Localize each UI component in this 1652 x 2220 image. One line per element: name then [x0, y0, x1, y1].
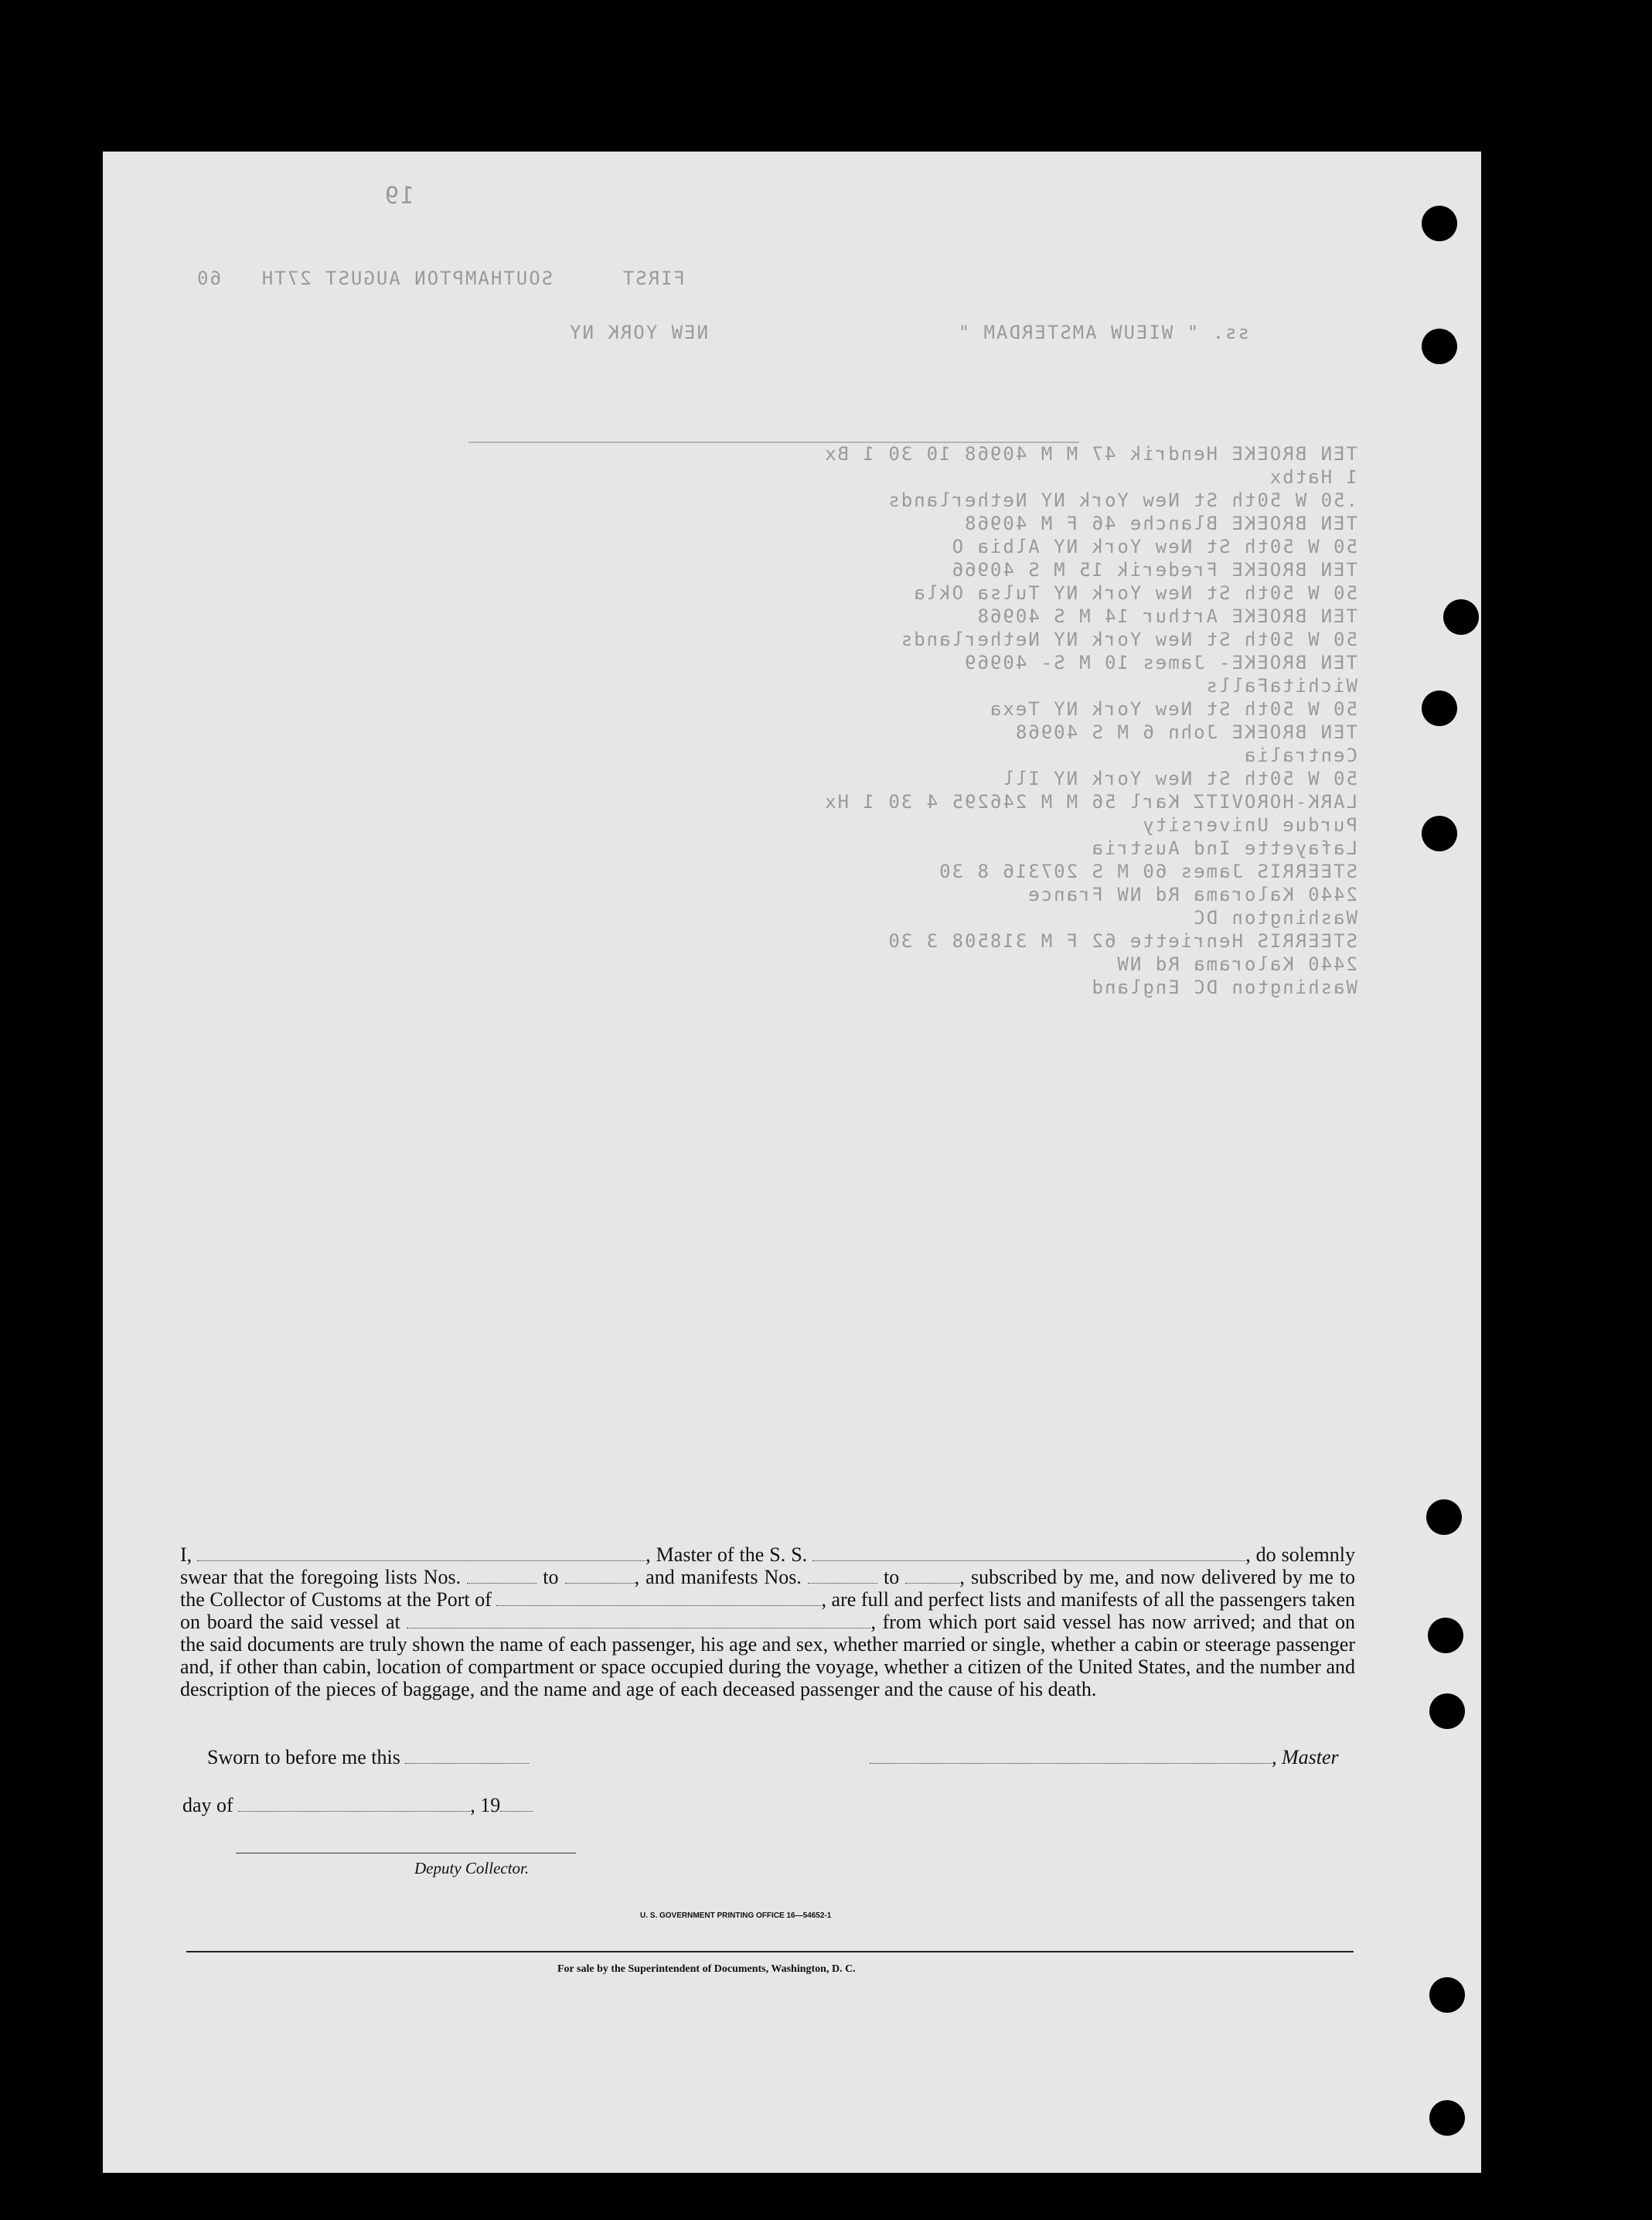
bleed-through-text — [103, 152, 1481, 2173]
binder-hole — [1428, 1618, 1463, 1653]
binder-hole — [1429, 2100, 1465, 2136]
for-sale-line: For sale by the Superintendent of Documents, Washington, D. C. — [557, 1963, 856, 1975]
bleed-passenger-line: 2440 Kalorama Rd NW France — [1027, 884, 1357, 905]
bleed-list-number: 60 — [196, 268, 221, 289]
lists-from-blank — [467, 1569, 536, 1584]
bleed-passenger-line: Centralia — [1242, 745, 1357, 766]
bleed-passenger-line: STEERRIS Henriette 62 F M 318508 3 30 — [887, 930, 1357, 952]
master-name-blank — [197, 1546, 645, 1561]
day-of-line — [182, 1794, 533, 1817]
bleed-passenger-line: TEN BROEKE- James 10 M S- 40969 — [963, 652, 1357, 674]
printing-office-line: U. S. GOVERNMENT PRINTING OFFICE 16—54652-1 — [640, 1911, 832, 1920]
bleed-passenger-line: 50 W 50th St New York NY Tulsa Okla — [912, 582, 1357, 604]
oath-text-8: , are full and perfect lists and manifests of all the passengers taken on board the said vessel at — [180, 1588, 1356, 1633]
oath-text-6: to — [884, 1566, 900, 1588]
oath-text-9: , from which port said vessel has now arrived; and that on the said documents are truly shown the name of each passenger, his age and sex, whether married or single, whether a cabin or steerage passenger and, if other than cabin, location of compartment or space occupied during the voyage, whether a citizen of the United States, and the number and description of the pieces of baggage, and the name and age of each deceased passenger and the cause of his death. — [180, 1611, 1355, 1700]
bleed-passenger-line: Washington DC — [1192, 907, 1357, 929]
master-label: , Master — [1272, 1746, 1339, 1768]
oath-text-5: , and manifests Nos. — [634, 1566, 802, 1588]
sworn-label: Sworn to before me this — [207, 1746, 400, 1768]
oath-text-1: I, — [180, 1543, 192, 1566]
oath-text-4: to — [543, 1566, 559, 1588]
sworn-line — [207, 1746, 529, 1769]
year-blank — [500, 1797, 533, 1812]
oath-text-7: , subscribed by me, and now delivered by me to the Collector of Customs at the Port of — [180, 1566, 1356, 1611]
bleed-passenger-line: 2440 Kalorama Rd NW — [1116, 953, 1357, 975]
bleed-page-number: 19 — [383, 182, 414, 210]
bleed-passenger-line: Washington DC England — [1090, 977, 1357, 998]
ship-name-blank — [812, 1546, 1245, 1561]
sworn-date-blank — [405, 1749, 529, 1764]
bleed-passenger-line: TEN BROEKE Arthur 14 M S 40968 — [976, 605, 1357, 627]
bleed-ship-name: ss. " WIEUW AMSTERDAM " — [956, 322, 1249, 343]
bleed-passenger-line: 50 W 50th St New York NY Albia O — [950, 536, 1357, 558]
binder-hole — [1443, 599, 1479, 635]
bleed-passenger-line: TEN BROEKE Frederik 15 M S 40966 — [950, 559, 1357, 581]
bleed-passenger-line: Lafayette Ind Austria — [1090, 837, 1357, 859]
bleed-port-line: SOUTHAMPTON AUGUST 27TH — [260, 268, 554, 289]
bleed-class: FIRST — [621, 268, 685, 289]
bleed-passenger-lines — [823, 442, 1357, 999]
bleed-passenger-line: TEN BROEKE Blanche 46 F M 40968 — [963, 513, 1357, 534]
manifests-from-blank — [808, 1569, 877, 1584]
binder-hole — [1422, 206, 1457, 241]
lists-to-blank — [565, 1569, 635, 1584]
binder-hole — [1422, 816, 1457, 851]
manifests-to-blank — [905, 1569, 959, 1584]
master-signature-line — [870, 1746, 1339, 1769]
bleed-passenger-line: TEN BROEKE John 6 M S 40968 — [1013, 721, 1357, 743]
year-label: , 19 — [470, 1794, 501, 1816]
bleed-passenger-line: 50 W 50th St New York NY Netherlands — [899, 629, 1357, 650]
footer-rule — [186, 1951, 1354, 1952]
master-signature-blank — [870, 1749, 1272, 1764]
binder-hole — [1429, 1977, 1465, 2013]
binder-hole — [1426, 1499, 1462, 1535]
bleed-arrival: NEW YORK NY — [568, 322, 708, 343]
binder-hole — [1422, 691, 1457, 726]
bleed-passenger-line: .50 W 50th St New York NY Netherlands — [887, 489, 1357, 511]
day-of-blank — [238, 1797, 470, 1812]
bleed-passenger-line: TEN BROEKE Hendrik 47 M M 40968 10 30 1 Bx — [823, 443, 1357, 465]
departure-port-blank — [407, 1614, 870, 1628]
bleed-passenger-line: 1 Hatbx — [1268, 466, 1357, 488]
oath-text-3: , do solemnly swear that the foregoing lists Nos. — [180, 1543, 1356, 1588]
port-blank — [496, 1591, 821, 1606]
bleed-passenger-line: Purdue University — [1141, 814, 1357, 836]
oath-text-2: , Master of the S. S. — [645, 1543, 808, 1566]
bleed-passenger-line: STEERRIS James 60 M S 207316 8 30 — [938, 861, 1357, 882]
bleed-passenger-line: WichitaFalls — [1204, 675, 1357, 697]
deputy-collector-label: Deputy Collector. — [414, 1859, 530, 1877]
bleed-passenger-line: 50 W 50th St New York NY Ill — [1001, 768, 1357, 789]
bleed-passenger-line: 50 W 50th St New York NY Texa — [988, 698, 1357, 720]
binder-hole — [1429, 1693, 1465, 1729]
manifest-page — [103, 152, 1481, 2173]
oath-paragraph — [180, 1543, 1355, 1700]
day-of-label: day of — [182, 1794, 233, 1816]
bleed-passenger-line: LARK-HOROVITZ Karl 56 M M 246295 4 30 1 Hx — [823, 791, 1357, 813]
binder-hole — [1422, 329, 1457, 364]
